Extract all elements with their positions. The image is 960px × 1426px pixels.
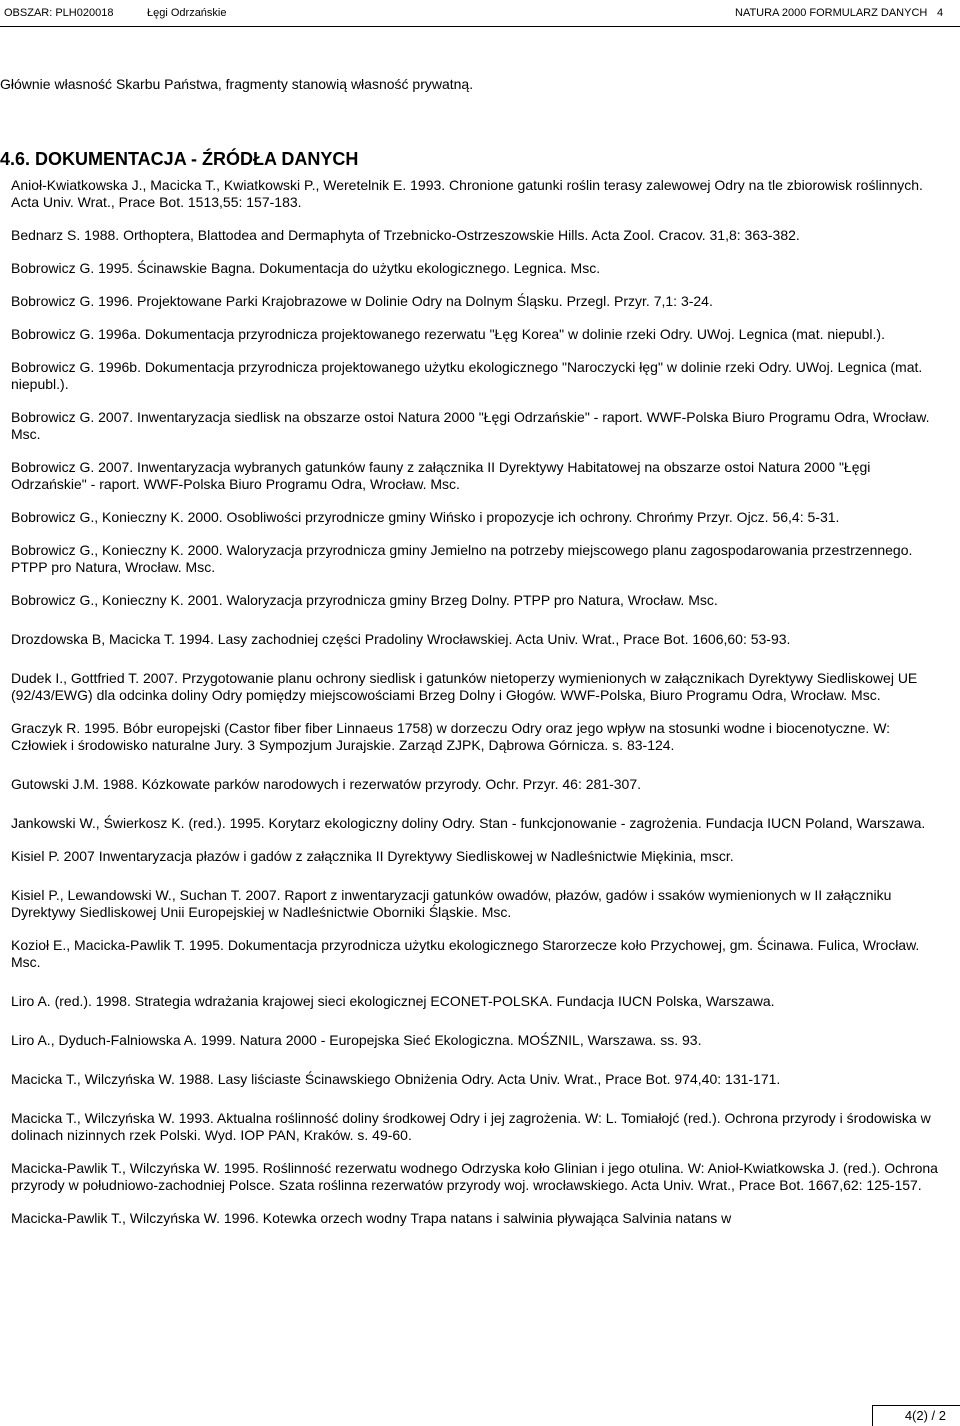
site-code: OBSZAR: PLH020018 bbox=[4, 7, 114, 19]
reference-item: Bobrowicz G. 1996b. Dokumentacja przyrodnicza projektowanego użytku ekologicznego "Naroczycki łęg" w dolinie rzeki Odry. UWoj. Legnica (mat. niepubl.). bbox=[11, 359, 923, 392]
reference-item: Bednarz S. 1988. Orthoptera, Blattodea and Dermaphyta of Trzebnicko-Ostrzeszowskie Hills. Acta Zool. Cracov. 31,8: 363-382. bbox=[11, 227, 800, 243]
reference-item: Liro A. (red.). 1998. Strategia wdrażania krajowej sieci ekologicznej ECONET-POLSKA. Fundacja IUCN Polska, Warszawa. bbox=[11, 993, 775, 1009]
reference-item: Drozdowska B, Macicka T. 1994. Lasy zachodniej części Pradoliny Wrocławskiej. Acta Univ. Wrat., Prace Bot. 1606,60: 53-93. bbox=[11, 631, 791, 647]
reference-list bbox=[11, 177, 941, 1243]
page-number: 4 bbox=[937, 7, 944, 19]
reference-item: Anioł-Kwiatkowska J., Macicka T., Kwiatkowski P., Weretelnik E. 1993. Chronione gatunki roślin terasy zalewowej Odry na tle zbiorowisk roślinnych. Acta Univ. Wrat., Prace Bot. 1513,55: 157-183. bbox=[11, 177, 923, 210]
reference-item: Bobrowicz G. 1996a. Dokumentacja przyrodnicza projektowanego rezerwatu "Łęg Korea" w dolinie rzeki Odry. UWoj. Legnica (mat. niepubl.). bbox=[11, 326, 885, 342]
page-header bbox=[0, 0, 960, 27]
reference-item: Kisiel P. 2007 Inwentaryzacja płazów i gadów z załącznika II Dyrektywy Siedliskowej w Nadleśnictwie Miękinia, mscr. bbox=[11, 848, 734, 864]
reference-item: Macicka-Pawlik T., Wilczyńska W. 1996. Kotewka orzech wodny Trapa natans i salwinia pływająca Salvinia natans w bbox=[11, 1210, 732, 1226]
section-title: 4.6. DOKUMENTACJA - ŹRÓDŁA DANYCH bbox=[0, 149, 359, 169]
page-indicator: 4(2) / 2 bbox=[872, 1405, 960, 1426]
reference-item: Liro A., Dyduch-Falniowska A. 1999. Natura 2000 - Europejska Sieć Ekologiczna. MOŚZNIL, Warszawa. ss. 93. bbox=[11, 1032, 702, 1048]
form-name: NATURA 2000 FORMULARZ DANYCH bbox=[735, 7, 928, 19]
site-name: Łęgi Odrzańskie bbox=[147, 7, 227, 19]
reference-item: Kozioł E., Macicka-Pawlik T. 1995. Dokumentacja przyrodnicza użytku ekologicznego Starorzecze koło Przychowej, gm. Ścinawa. Fulica, Wrocław. Msc. bbox=[11, 937, 920, 970]
reference-item: Bobrowicz G., Konieczny K. 2001. Waloryzacja przyrodnicza gminy Brzeg Dolny. PTPP pro Natura, Wrocław. Msc. bbox=[11, 592, 718, 608]
reference-item: Bobrowicz G., Konieczny K. 2000. Waloryzacja przyrodnicza gminy Jemielno na potrzeby miejscowego planu zagospodarowania przestrzennego. PTPP pro Natura, Wrocław. Msc. bbox=[11, 542, 913, 575]
reference-item: Graczyk R. 1995. Bóbr europejski (Castor fiber fiber Linnaeus 1758) w dorzeczu Odry oraz jego wpływ na stosunki wodne i biocenotyczne. W: Człowiek i środowisko naturalne Jury. 3 Sympozjum Jurajskie. Zarząd ZJPK, Dąbrowa Górnicza. s. 83-124. bbox=[11, 720, 891, 753]
reference-item: Bobrowicz G. 1996. Projektowane Parki Krajobrazowe w Dolinie Odry na Dolnym Śląsku. Przegl. Przyr. 7,1: 3-24. bbox=[11, 293, 713, 309]
reference-item: Jankowski W., Świerkosz K. (red.). 1995. Korytarz ekologiczny doliny Odry. Stan - funkcjonowanie - zagrożenia. Fundacja IUCN Poland, Warszawa. bbox=[11, 815, 926, 831]
ownership-text: Głównie własność Skarbu Państwa, fragmenty stanowią własność prywatną. bbox=[0, 76, 474, 92]
reference-item: Kisiel P., Lewandowski W., Suchan T. 2007. Raport z inwentaryzacji gatunków owadów, płazów, gadów i ssaków wymienionych w II załączniku Dyrektywy Siedliskowej Unii Europejskiej w Nadleśnictwie Oborniki Śląskie. Msc. bbox=[11, 887, 892, 920]
reference-item: Bobrowicz G. 2007. Inwentaryzacja siedlisk na obszarze ostoi Natura 2000 "Łęgi Odrzańskie" - raport. WWF-Polska Biuro Programu Odra, Wrocław. Msc. bbox=[11, 409, 930, 442]
reference-item: Macicka-Pawlik T., Wilczyńska W. 1995. Roślinność rezerwatu wodnego Odrzyska koło Glinian i jego otulina. W: Anioł-Kwiatkowska J. (red.). Ochrona przyrody w południowo-zachodniej Polsce. Szata roślinna rezerwatów przyrody woj. wrocławskiego. Acta Univ. Wrat., Prace Bot. 1667,62: 125-157. bbox=[11, 1160, 938, 1193]
reference-item: Bobrowicz G. 2007. Inwentaryzacja wybranych gatunków fauny z załącznika II Dyrektywy Habitatowej na obszarze ostoi Natura 2000 "Łęgi Odrzańskie" - raport. WWF-Polska Biuro Programu Odra, Wrocław. Msc. bbox=[11, 459, 871, 492]
reference-item: Gutowski J.M. 1988. Kózkowate parków narodowych i rezerwatów przyrody. Ochr. Przyr. 46: 281-307. bbox=[11, 776, 642, 792]
reference-item: Bobrowicz G., Konieczny K. 2000. Osobliwości przyrodnicze gminy Wińsko i propozycje ich ochrony. Chrońmy Przyr. Ojcz. 56,4: 5-31. bbox=[11, 509, 840, 525]
reference-item: Macicka T., Wilczyńska W. 1993. Aktualna roślinność doliny środkowej Odry i jej zagrożenia. W: L. Tomiałojć (red.). Ochrona przyrody i środowiska w dolinach nizinnych rzek Polski. Wyd. IOP PAN, Kraków. s. 49-60. bbox=[11, 1110, 931, 1143]
reference-item: Macicka T., Wilczyńska W. 1988. Lasy liściaste Ścinawskiego Obniżenia Odry. Acta Univ. Wrat., Prace Bot. 974,40: 131-171. bbox=[11, 1071, 781, 1087]
reference-item: Bobrowicz G. 1995. Ścinawskie Bagna. Dokumentacja do użytku ekologicznego. Legnica. Msc. bbox=[11, 260, 601, 276]
reference-item: Dudek I., Gottfried T. 2007. Przygotowanie planu ochrony siedlisk i gatunków nietoperzy wymienionych w załącznikach Dyrektywy Siedliskowej UE (92/43/EWG) dla odcinka doliny Odry pomiędzy miejscowościami Brzeg Dolny i Głogów. WWF-Polska, Biuro Programu Odra, Wrocław. Msc. bbox=[11, 670, 918, 703]
